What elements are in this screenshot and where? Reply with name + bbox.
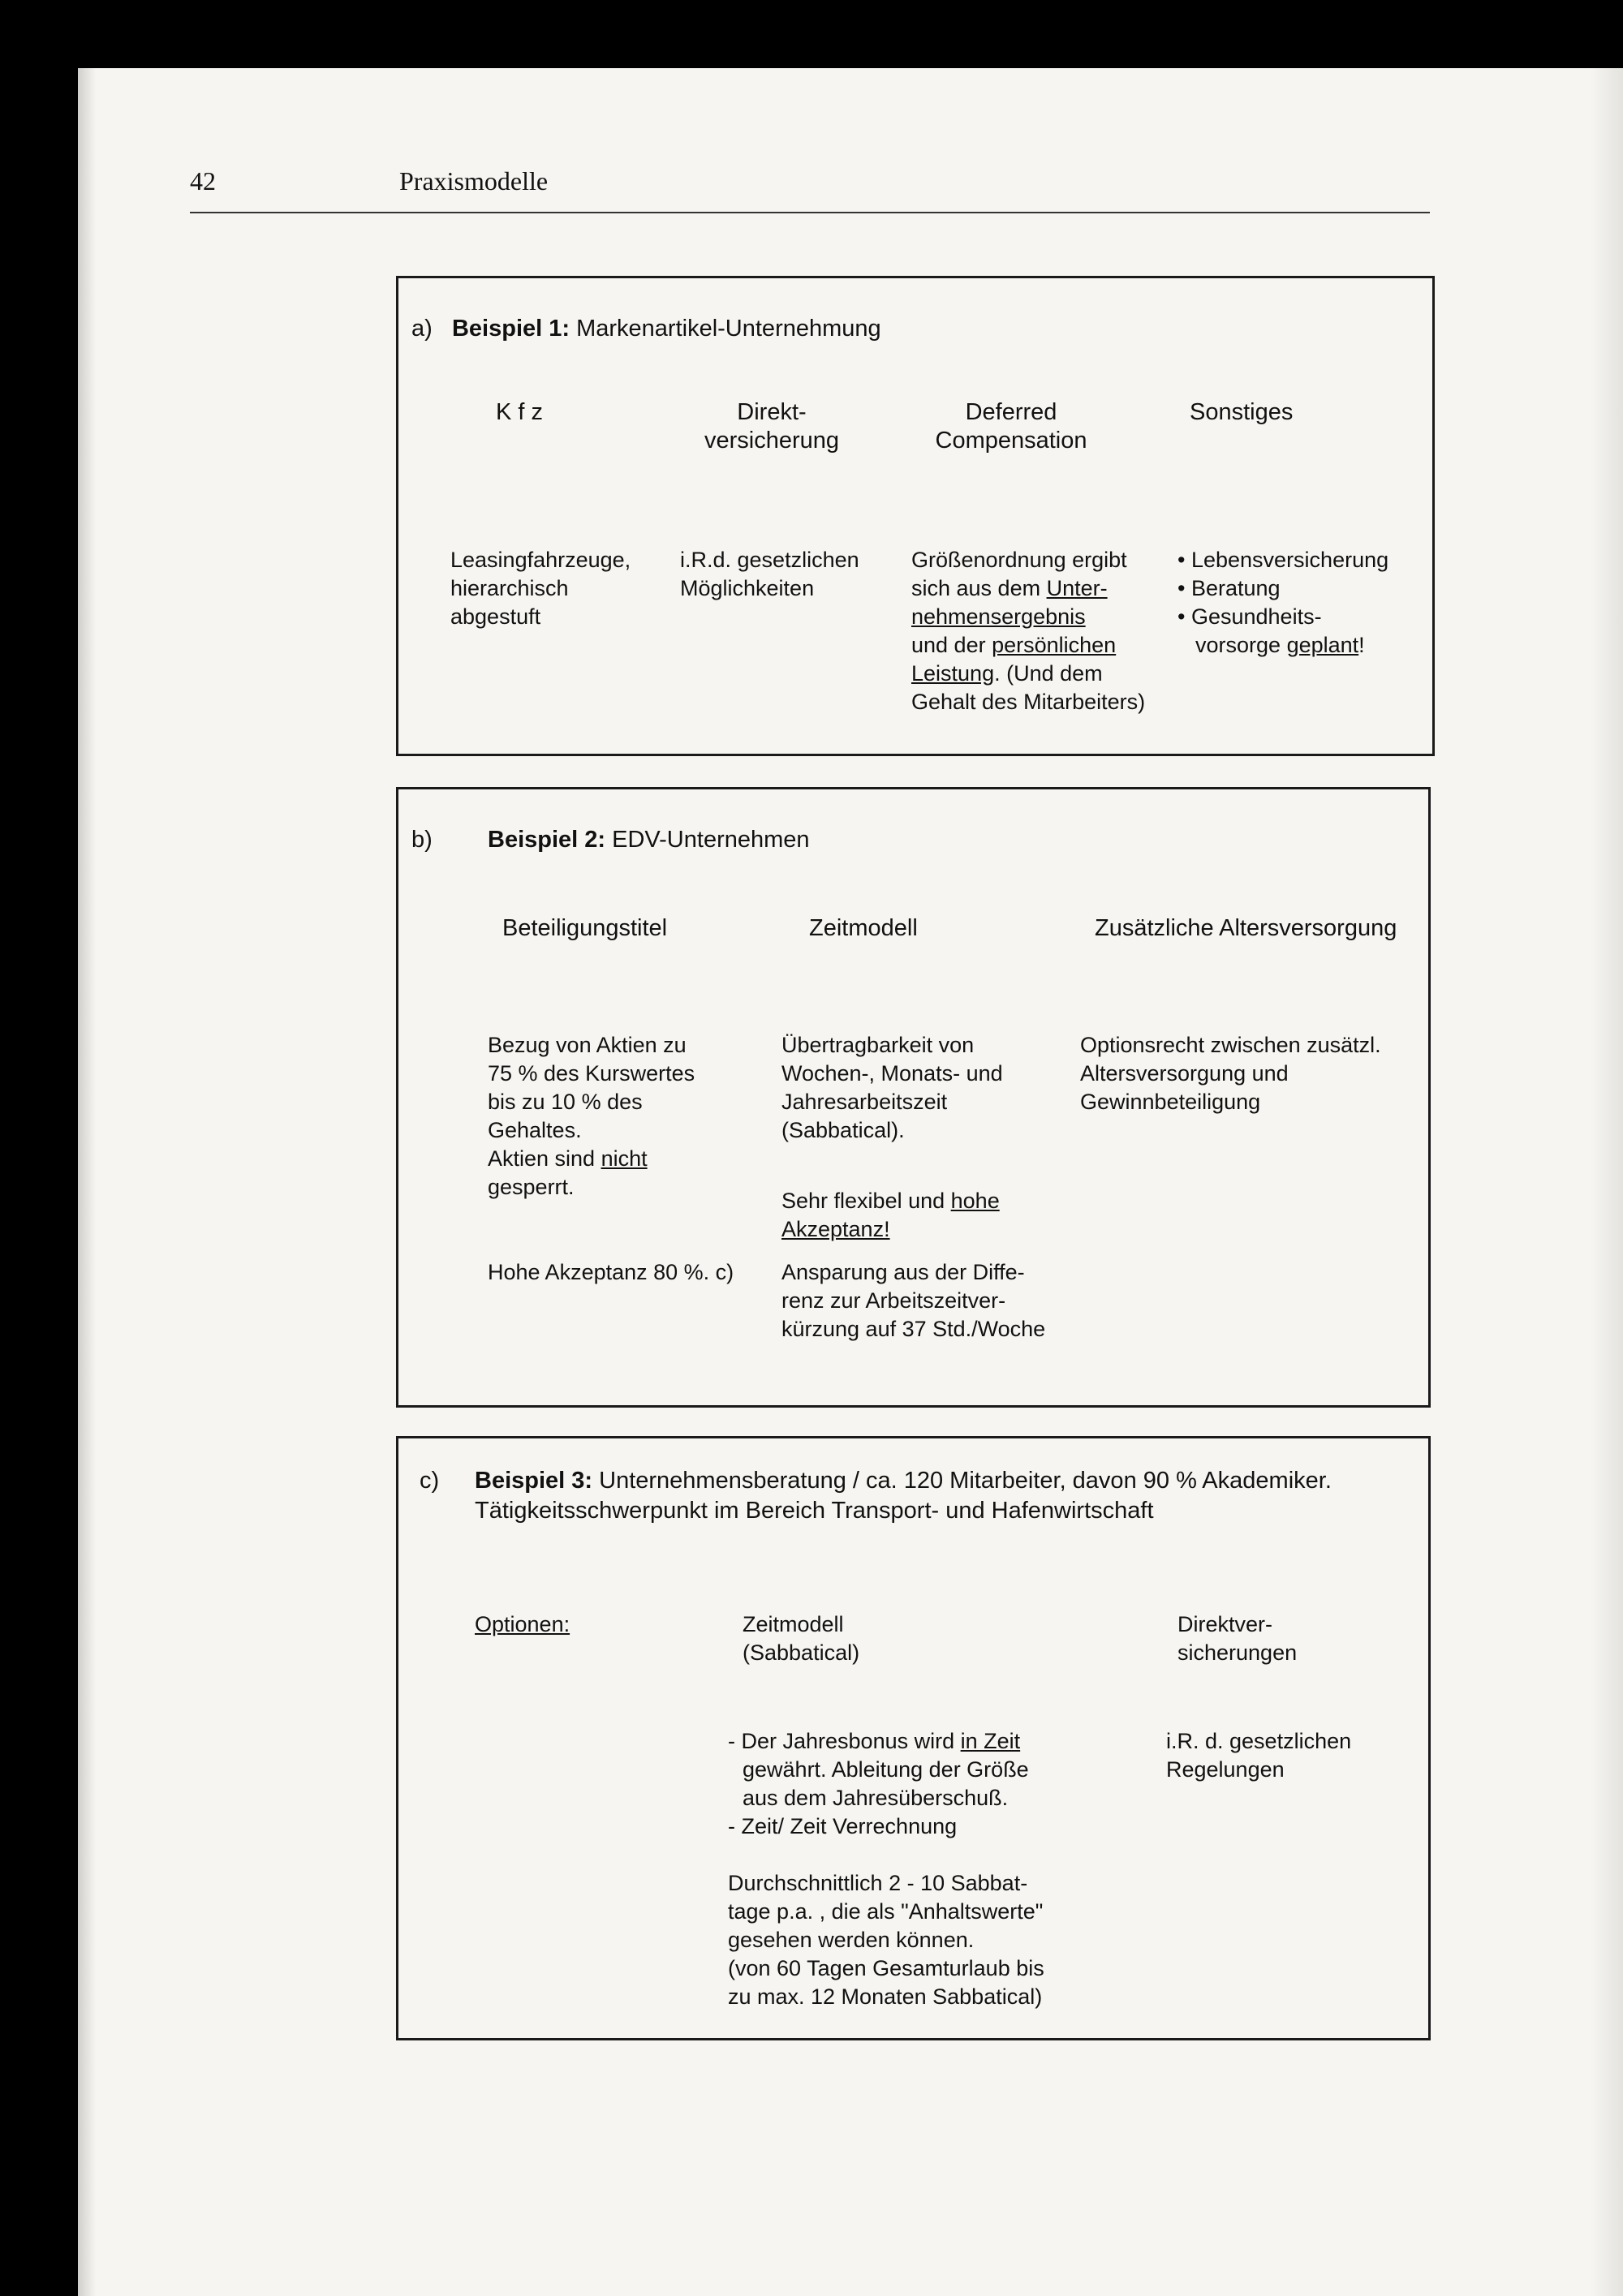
sonstiges-bullet-list xyxy=(1177,546,1388,631)
heading-sonstiges: Sonstiges xyxy=(1190,399,1294,425)
altersversorgung-body: Optionsrecht zwischen zusätzl. Altersversorgung und Gewinnbeteiligung xyxy=(1080,1033,1381,1114)
sabbatical-body: - Der Jahresbonus wird in Zeit gewährt. Ableitung der Größe aus dem Jahresüberschuß. - Zeit/ Zeit Verrechnung Durchschnittlich 2 - 10 Sabbat- tage p.a. , die als "Anhaltswerte" gesehen werden können. (von 60 Tagen Gesamturlaub bis zu max. 12 Monaten Sabbatical) xyxy=(728,1729,1044,2009)
beteiligungstitel-body: Bezug von Aktien zu 75 % des Kurswertes bis zu 10 % des Gehaltes. Aktien sind nicht gesperrt. Hohe Akzeptanz 80 %. c) xyxy=(488,1033,734,1284)
example-2-box xyxy=(396,787,1431,1408)
list-item: • Gesundheits- xyxy=(1177,603,1388,631)
example-1-title xyxy=(411,314,881,344)
list-item: • Lebensversicherung xyxy=(1177,546,1388,574)
zeitmodell-body: Übertragbarkeit von Wochen-, Monats- und Jahresarbeitszeit (Sabbatical). Sehr flexibel und hohe Akzeptanz! Ansparung aus der Diffe- renz zur Arbeitszeitver- kürzung auf 37 Std./Woche xyxy=(781,1033,1046,1341)
example-2-title-bold: Beispiel 2: xyxy=(488,827,606,853)
options-label: Optionen: xyxy=(475,1612,570,1636)
example-1-title-bold: Beispiel 1: xyxy=(451,316,570,342)
example-3-title xyxy=(475,1466,1332,1526)
page-binding-edge xyxy=(78,68,96,2296)
example-2-title-rest: EDV-Unternehmen xyxy=(612,827,810,853)
running-title: Praxismodelle xyxy=(399,166,549,196)
deferred-compensation-body: Größenordnung ergibt sich aus dem Unter- nehmensergebnis und der persönlichen Leistung. (Und dem Gehalt des Mitarbeiters) xyxy=(911,548,1146,714)
example-3-title-line2: Tätigkeitsschwerpunkt im Bereich Transport- und Hafenwirtschaft xyxy=(475,1498,1154,1524)
heading-direktversicherungen: Direktver- sicherungen xyxy=(1177,1612,1298,1665)
list-item: • Beratung xyxy=(1177,574,1388,603)
page-number: 42 xyxy=(190,166,216,196)
example-3-title-rest: Unternehmensberatung / ca. 120 Mitarbeiter, davon 90 % Akademiker. xyxy=(599,1468,1332,1494)
example-1-label: a) xyxy=(411,316,433,342)
heading-beteiligungstitel: Beteiligungstitel xyxy=(502,915,668,941)
example-2-title xyxy=(411,825,433,855)
example-1-title-rest: Markenartikel-Unternehmung xyxy=(576,316,881,342)
heading-direktversicherung: Direkt- versicherung xyxy=(704,399,840,454)
heading-deferred-compensation: Deferred Compensation xyxy=(935,399,1087,454)
example-3-label: c) xyxy=(420,1468,440,1494)
example-2-label: b) xyxy=(411,827,433,853)
heading-zeitmodell: Zeitmodell xyxy=(809,915,918,941)
example-2-title-text xyxy=(488,825,810,855)
example-3-title-bold: Beispiel 3: xyxy=(475,1468,593,1494)
direktversicherungen-body: i.R. d. gesetzlichen Regelungen xyxy=(1166,1729,1352,1782)
heading-zeitmodell-sabbatical: Zeitmodell (Sabbatical) xyxy=(743,1612,860,1665)
example-3-box xyxy=(396,1436,1431,2040)
example-1-box xyxy=(396,276,1435,756)
page-fore-edge xyxy=(1591,68,1623,2296)
heading-zusaetzliche-altersversorgung: Zusätzliche Altersversorgung xyxy=(1095,915,1397,941)
heading-kfz: K f z xyxy=(496,399,544,425)
kfz-body: Leasingfahrzeuge, hierarchisch abgestuft xyxy=(450,548,631,629)
sonstiges-body: • Lebensversicherung • Beratung • Gesundheits- vorsorge geplant! xyxy=(1177,546,1388,660)
running-head xyxy=(190,166,1430,213)
direktversicherung-body: i.R.d. gesetzlichen Möglichkeiten xyxy=(680,548,859,600)
